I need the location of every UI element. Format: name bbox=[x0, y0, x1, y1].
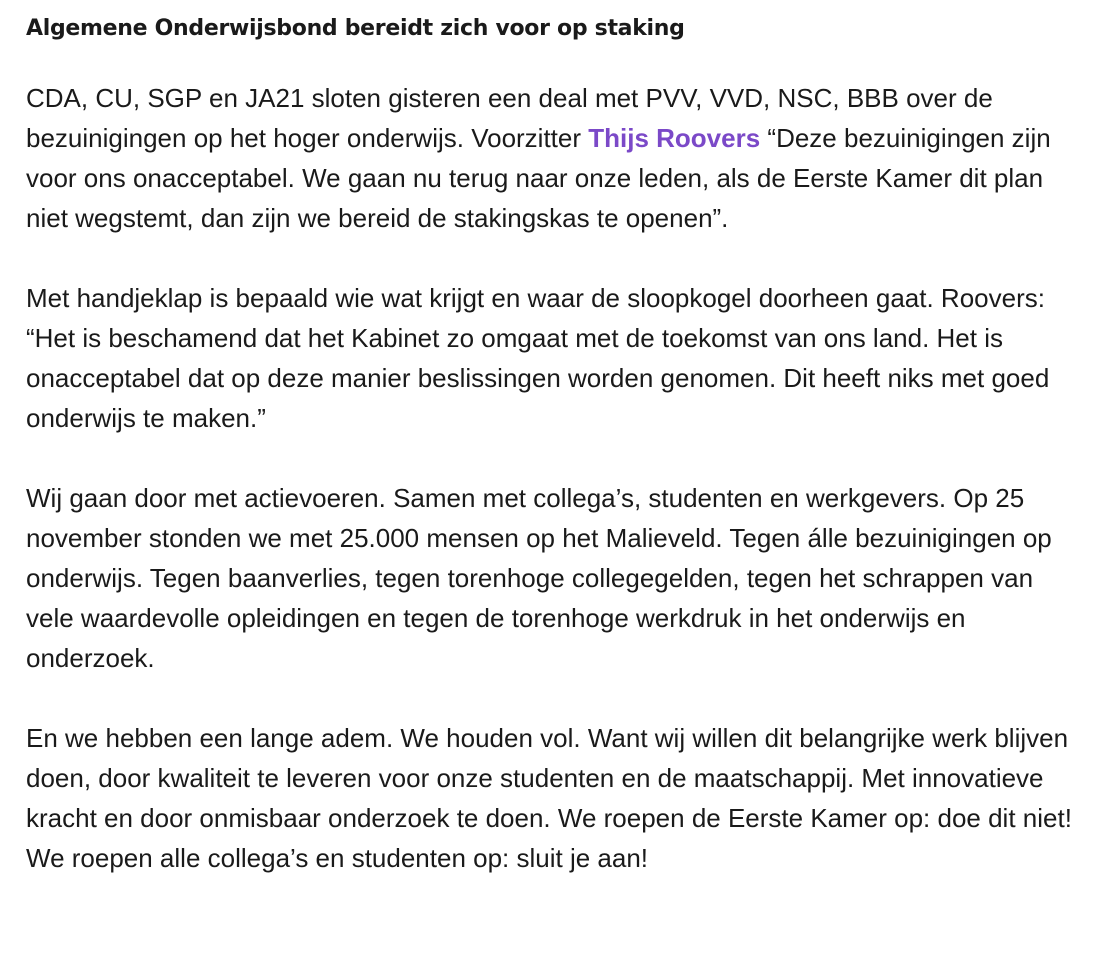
paragraph-1-text-before: CDA, CU, SGP en JA21 sloten gisteren een deal met PVV, VVD, NSC, BBB over de bezuinigingen op het hoger onderwijs. Voorzitter bbox=[26, 83, 993, 153]
paragraph-4: En we hebben een lange adem. We houden vol. Want wij willen dit belangrijke werk blijven doen, door kwaliteit te leveren voor onze studenten en de maatschappij. Met innovatieve kracht en door onmisbaar onderzoek te doen. We roepen de Eerste Kamer op: doe dit niet! We roepen alle collega’s en studenten op: sluit je aan! bbox=[26, 723, 1072, 873]
paragraph-1-text-after: “Deze bezuinigingen zijn voor ons onacceptabel. We gaan nu terug naar onze leden, als de Eerste Kamer dit plan niet wegstemt, dan zijn we bereid de stakingskas te openen”. bbox=[26, 123, 1051, 233]
article-body bbox=[26, 12, 1086, 918]
article-title: Algemene Onderwijsbond bereidt zich voor op staking bbox=[26, 16, 685, 41]
paragraph-2: Met handjeklap is bepaald wie wat krijgt en waar de sloopkogel doorheen gaat. Roovers: “Het is beschamend dat het Kabinet zo omgaat met de toekomst van ons land. Het is onacceptabel dat op deze manier beslissingen worden genomen. Dit heeft niks met goed onderwijs te maken.” bbox=[26, 283, 1050, 433]
mention-link-thijs-roovers[interactable]: Thijs Roovers bbox=[588, 123, 761, 153]
paragraph-3: Wij gaan door met actievoeren. Samen met collega’s, studenten en werkgevers. Op 25 november stonden we met 25.000 mensen op het Malieveld. Tegen álle bezuinigingen op onderwijs. Tegen baanverlies, tegen torenhoge collegegelden, tegen het schrappen van vele waardevolle opleidingen en tegen de torenhoge werkdruk in het onderwijs en onderzoek. bbox=[26, 483, 1052, 673]
paragraph-1 bbox=[26, 78, 1086, 238]
